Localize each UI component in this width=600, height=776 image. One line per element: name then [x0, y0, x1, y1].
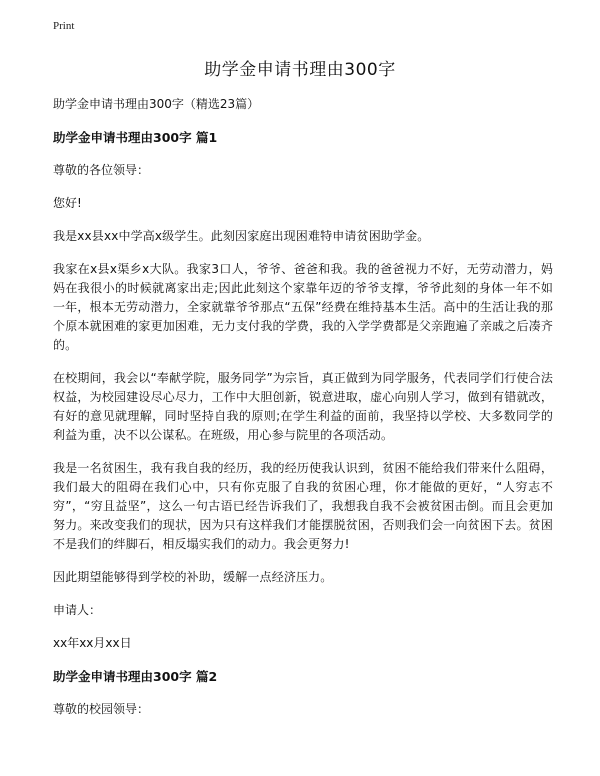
section-heading-1: 助学金申请书理由300字 篇1	[53, 130, 218, 145]
intro-paragraph: 我是xx县xx中学高x级学生。此刻因家庭出现困难特申请贫困助学金。	[53, 229, 430, 243]
document-body	[53, 95, 553, 733]
salutation-2: 尊敬的校园领导：	[53, 702, 150, 716]
applicant-label: 申请人：	[53, 603, 102, 617]
school-paragraph: 在校期间，我会以“奉献学院，服务同学”为宗旨，真正做到为同学服务，代表同学们行使合法权益，为校园建设尽心尽力，工作中大胆创新，锐意进取，虚心向别人学习，做到有错就改，有好的意见就理解，同时坚持自我的原则;在学生利益的面前，我坚持以学校、大多数同学的利益为重，决不以公谋私。在班级，用心参与院里的各项活动。	[53, 371, 553, 442]
greeting: 您好!	[53, 196, 82, 210]
salutation: 尊敬的各位领导：	[53, 163, 150, 177]
document-subtitle: 助学金申请书理由300字（精选23篇）	[53, 97, 260, 111]
document-title: 助学金申请书理由300字	[204, 60, 396, 80]
family-paragraph: 我家在x县x渠乡x大队。我家3口人，爷爷、爸爸和我。我的爸爸视力不好，无劳动潜力，妈妈在我很小的时候就离家出走;因此此刻这个家靠年迈的爷爷支撑，爷爷此刻的身体一年不如一年，根本无劳动潜力，全家就靠爷爷那点“五保”经费在维持基本生活。高中的生活让我的那个原本就困难的家更加困难，无力支付我的学费，我的入学学费都是父亲跑遍了亲戚之后凑齐的。	[53, 262, 553, 352]
poverty-paragraph: 我是一名贫困生，我有我自我的经历，我的经历使我认识到，贫困不能给我们带来什么阻碍，我们最大的阻碍在我们心中，只有你克服了自我的贫困心理，你才能做的更好，“人穷志不穷”，“穷且益坚”，这么一句古语已经告诉我们了，我想我自我不会被贫困击倒。而且会更加努力。来改变我们的现状，因为只有这样我们才能摆脱贫困，否则我们会一向贫困下去。贫困不是我们的绊脚石，相反塌实我们的动力。我会更努力!	[53, 461, 553, 551]
closing-paragraph: 因此期望能够得到学校的补助，缓解一点经济压力。	[53, 570, 333, 584]
print-label: Print	[53, 20, 75, 32]
section-heading-2: 助学金申请书理由300字 篇2	[53, 669, 218, 684]
date-line: xx年xx月xx日	[53, 636, 132, 650]
